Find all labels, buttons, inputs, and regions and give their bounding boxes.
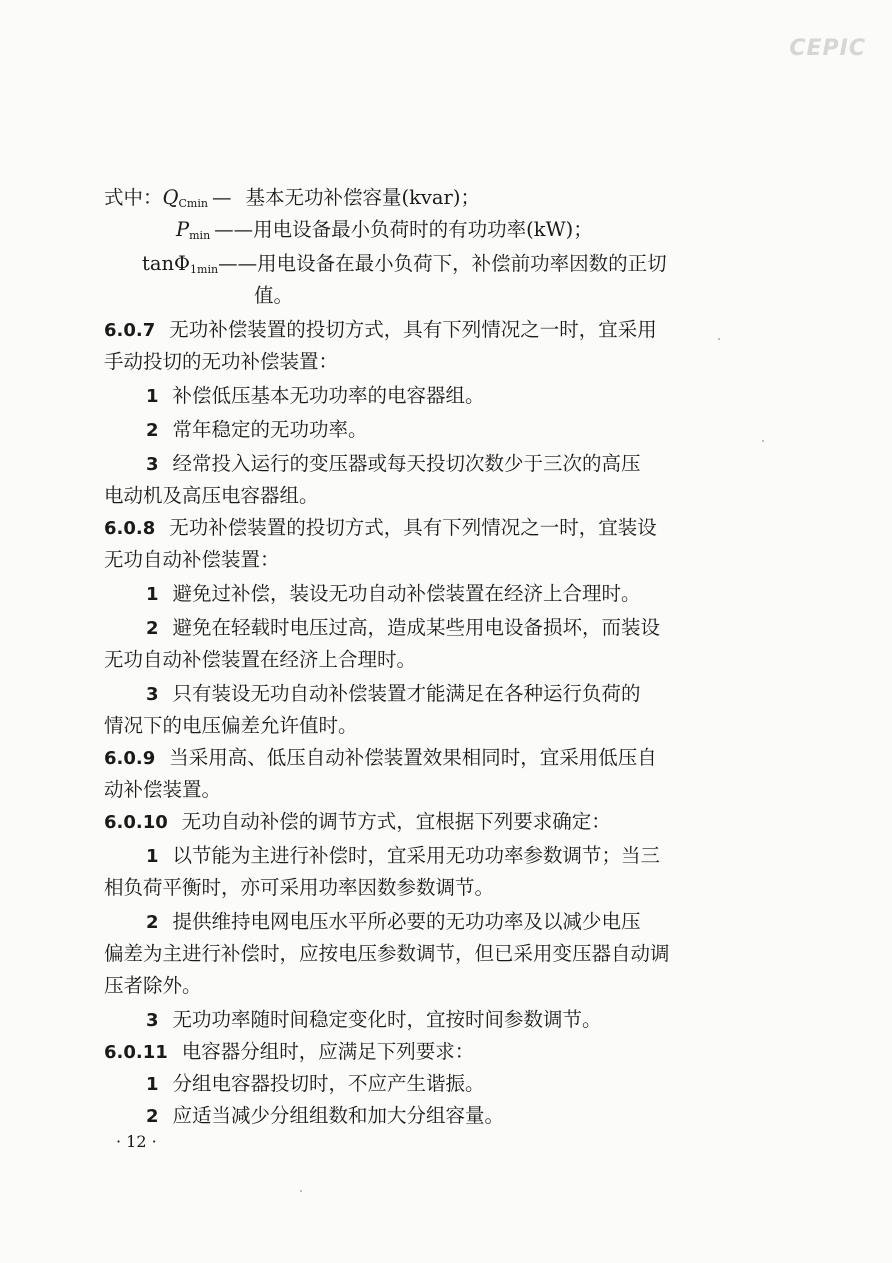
item-number: 3: [146, 684, 159, 705]
list-item: [146, 418, 766, 443]
clause-6-0-11: [104, 1040, 724, 1065]
tan-symbol: tanΦ: [142, 252, 191, 275]
item-text-cont: 相负荷平衡时，亦可采用功率因数参数调节。: [104, 876, 495, 899]
item-number: 1: [146, 584, 159, 605]
list-item: [146, 1104, 766, 1129]
item-text: 经常投入运行的变压器或每天投切次数少于三次的高压: [172, 452, 641, 475]
clause-text-cont: 动补偿装置。: [104, 778, 222, 801]
clause-number: 6.0.11: [104, 1042, 168, 1063]
scan-speck: [300, 1190, 302, 1192]
list-item: [146, 384, 766, 409]
item-text-cont: 电动机及高压电容器组。: [104, 484, 319, 507]
clause-number: 6.0.9: [104, 748, 156, 769]
clause-6-0-10: [104, 810, 724, 835]
p-symbol: P: [176, 218, 190, 241]
item-text-cont: 无功自动补偿装置在经济上合理时。: [104, 648, 417, 671]
item-number: 2: [146, 1106, 159, 1127]
item-number: 3: [146, 454, 159, 475]
item-text: 提供维持电网电压水平所必要的无功功率及以减少电压: [172, 910, 641, 933]
item-text: 避免过补偿，装设无功自动补偿装置在经济上合理时。: [172, 582, 641, 605]
tan-definition-1: 用电设备在最小负荷下，补偿前功率因数的正切: [257, 252, 667, 275]
q-symbol: Q: [162, 186, 179, 209]
clause-text: 当采用高、低压自动补偿装置效果相同时，宜采用低压自: [169, 746, 657, 769]
item-text-cont: 压者除外。: [104, 974, 202, 997]
formula-tan-line: [142, 252, 762, 282]
clause-text: 电容器分组时，应满足下列要求：: [181, 1040, 475, 1063]
scan-speck: [762, 440, 764, 442]
page-number: · 12 ·: [116, 1132, 157, 1151]
item-number: 2: [146, 420, 159, 441]
cepic-logo: CEPIC: [789, 36, 866, 61]
item-text: 只有装设无功自动补偿装置才能满足在各种运行负荷的: [172, 682, 641, 705]
list-item: [146, 910, 766, 935]
list-item: [146, 452, 766, 477]
tan-dash: ——: [218, 252, 258, 275]
formula-q-line: [104, 186, 724, 216]
clause-6-0-8: [104, 516, 724, 541]
q-dash: —: [211, 186, 232, 209]
clause-text-cont: 手动投切的无功补偿装置：: [104, 350, 339, 373]
item-text-cont: 偏差为主进行补偿时，应按电压参数调节，但已采用变压器自动调: [104, 942, 670, 965]
clause-6-0-7: [104, 318, 724, 343]
formula-tan-line-2: [254, 284, 874, 308]
scan-speck: [718, 338, 720, 340]
list-item: [146, 1008, 766, 1033]
item-text: 以节能为主进行补偿时，宜采用无功功率参数调节；当三: [172, 844, 661, 867]
item-number: 2: [146, 618, 159, 639]
clause-number: 6.0.10: [104, 812, 168, 833]
item-number: 1: [146, 386, 159, 407]
p-definition: 用电设备最小负荷时的有功功率(kW)；: [253, 218, 593, 241]
clause-text: 无功自动补偿的调节方式，宜根据下列要求确定：: [181, 810, 611, 833]
q-subscript: Cmin: [178, 197, 208, 210]
item-text: 无功功率随时间稳定变化时，宜按时间参数调节。: [172, 1008, 602, 1031]
clause-number: 6.0.8: [104, 518, 156, 539]
tan-definition-2: 值。: [254, 284, 294, 307]
clause-text: 无功补偿装置的投切方式，具有下列情况之一时，宜装设: [169, 516, 657, 539]
list-item: [146, 1072, 766, 1097]
list-item: [146, 682, 766, 707]
q-definition: 基本无功补偿容量(kvar)；: [245, 186, 480, 209]
item-number: 1: [146, 846, 159, 867]
item-text: 应适当减少分组组数和加大分组容量。: [172, 1104, 505, 1127]
formula-lead: 式中：: [104, 186, 163, 209]
item-text: 补偿低压基本无功功率的电容器组。: [172, 384, 485, 407]
list-item: [146, 616, 766, 641]
item-number: 1: [146, 1074, 159, 1095]
item-text: 避免在轻载时电压过高，造成某些用电设备损坏，而装设: [172, 616, 661, 639]
item-text: 分组电容器投切时，不应产生谐振。: [172, 1072, 485, 1095]
tan-subscript: 1min: [190, 263, 219, 276]
formula-p-line: [176, 218, 796, 248]
list-item: [146, 844, 766, 869]
list-item: [146, 582, 766, 607]
p-dash: ——: [214, 218, 254, 241]
item-number: 2: [146, 912, 159, 933]
clause-6-0-9: [104, 746, 724, 771]
item-text: 常年稳定的无功功率。: [172, 418, 368, 441]
clause-text: 无功补偿装置的投切方式，具有下列情况之一时，宜采用: [169, 318, 657, 341]
item-text-cont: 情况下的电压偏差允许值时。: [104, 714, 358, 737]
clause-number: 6.0.7: [104, 320, 156, 341]
clause-text-cont: 无功自动补偿装置：: [104, 548, 280, 571]
item-number: 3: [146, 1010, 159, 1031]
p-subscript: min: [189, 229, 211, 242]
